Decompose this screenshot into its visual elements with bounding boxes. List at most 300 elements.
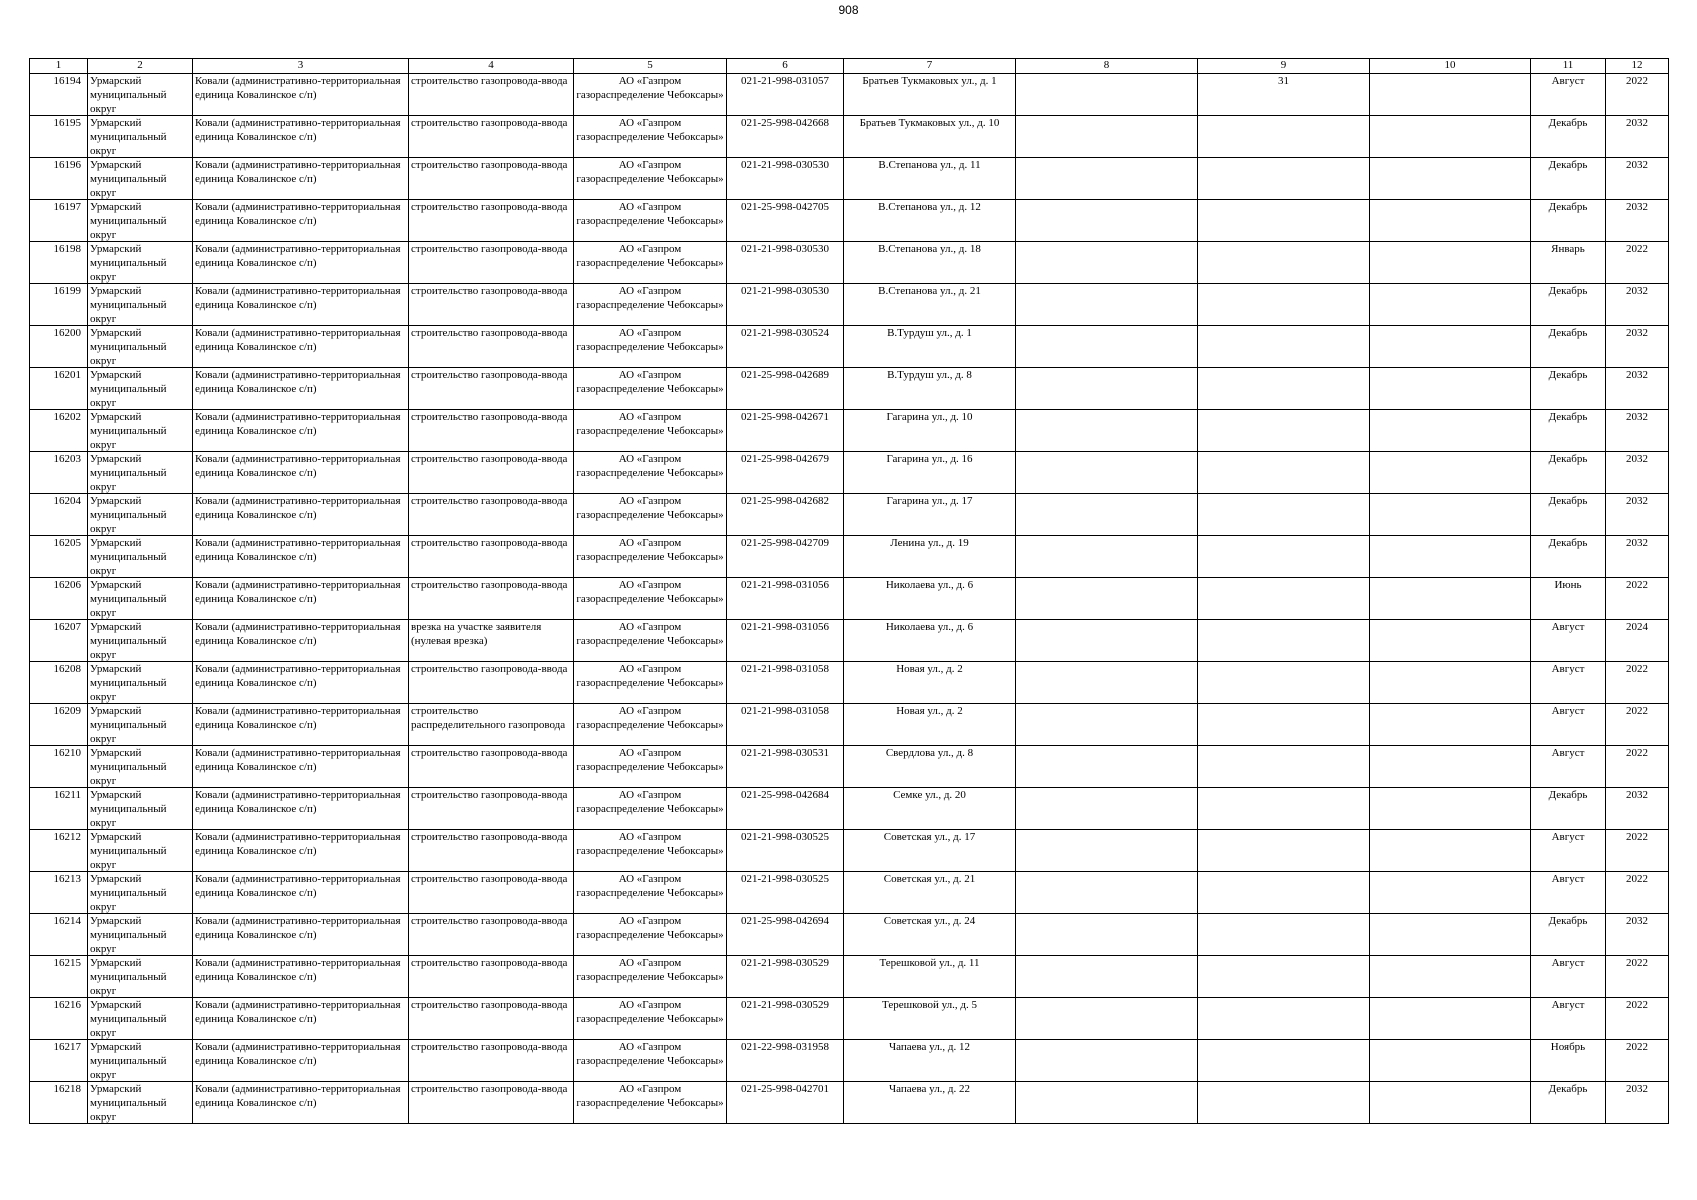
year-cell-text: 2022 (1626, 663, 1648, 675)
table-row (30, 998, 1669, 1040)
column-8-cell (1016, 830, 1198, 872)
settlement-cell (193, 1040, 409, 1082)
address-cell-text: В.Степанова ул., д. 11 (878, 159, 981, 171)
code-cell (727, 536, 844, 578)
settlement-cell-text: Ковали (административно-территориальная единица Ковалинское с/п) (195, 75, 401, 101)
row-number-text: 16210 (53, 747, 81, 759)
organization-cell (574, 74, 727, 116)
organization-cell-text: АО «Газпром газораспределение Чебоксары» (576, 705, 724, 731)
settlement-cell-text: Ковали (административно-территориальная единица Ковалинское с/п) (195, 327, 401, 353)
column-header: 11 (1531, 59, 1606, 74)
address-cell (844, 242, 1016, 284)
work-type-cell (409, 536, 574, 578)
month-cell-text: Август (1551, 663, 1585, 675)
settlement-cell (193, 494, 409, 536)
settlement-cell-text: Ковали (административно-территориальная единица Ковалинское с/п) (195, 453, 401, 479)
work-type-cell (409, 368, 574, 410)
column-header: 6 (727, 59, 844, 74)
code-cell (727, 74, 844, 116)
month-cell (1531, 242, 1606, 284)
column-9-cell (1198, 872, 1370, 914)
settlement-cell-text: Ковали (административно-территориальная единица Ковалинское с/п) (195, 117, 401, 143)
address-cell-text: В.Степанова ул., д. 12 (878, 201, 981, 213)
year-cell (1606, 956, 1669, 998)
month-cell-text: Декабрь (1548, 789, 1588, 801)
work-type-cell (409, 242, 574, 284)
column-8-cell (1016, 242, 1198, 284)
row-number-text: 16202 (53, 411, 81, 423)
row-number (30, 956, 88, 998)
month-cell-text: Декабрь (1548, 285, 1588, 297)
month-cell-text: Декабрь (1548, 159, 1588, 171)
work-type-cell (409, 116, 574, 158)
code-cell-text: 021-25-998-042694 (741, 915, 829, 927)
header-row (30, 59, 1669, 74)
address-cell-text: Гагарина ул., д. 17 (886, 495, 973, 507)
district-cell-text: Урмарский муниципальный округ (90, 705, 167, 745)
row-number-text: 16204 (53, 495, 81, 507)
month-cell-text: Декабрь (1548, 369, 1588, 381)
year-cell (1606, 872, 1669, 914)
district-cell-text: Урмарский муниципальный округ (90, 663, 167, 703)
column-8-cell (1016, 788, 1198, 830)
address-cell-text: Николаева ул., д. 6 (885, 579, 974, 591)
month-cell-text: Декабрь (1548, 915, 1588, 927)
settlement-cell-text: Ковали (административно-территориальная единица Ковалинское с/п) (195, 915, 401, 941)
settlement-cell (193, 200, 409, 242)
table-row (30, 116, 1669, 158)
column-9-cell (1198, 452, 1370, 494)
organization-cell (574, 662, 727, 704)
row-number-text: 16218 (53, 1083, 81, 1095)
code-cell-text: 021-21-998-031056 (741, 579, 829, 591)
month-cell-text: Декабрь (1548, 1083, 1588, 1095)
address-cell-text: В.Турдуш ул., д. 8 (887, 369, 972, 381)
code-cell (727, 116, 844, 158)
district-cell-text: Урмарский муниципальный округ (90, 285, 167, 325)
column-9-cell (1198, 242, 1370, 284)
row-number-text: 16212 (53, 831, 81, 843)
district-cell (88, 452, 193, 494)
year-cell (1606, 452, 1669, 494)
column-10-cell (1370, 1040, 1531, 1082)
table-row (30, 578, 1669, 620)
column-9-cell (1198, 998, 1370, 1040)
address-cell (844, 116, 1016, 158)
code-cell (727, 200, 844, 242)
organization-cell (574, 914, 727, 956)
month-cell (1531, 704, 1606, 746)
district-cell-text: Урмарский муниципальный округ (90, 957, 167, 997)
month-cell (1531, 200, 1606, 242)
address-cell-text: Чапаева ул., д. 12 (888, 1041, 971, 1053)
settlement-cell (193, 158, 409, 200)
district-cell (88, 368, 193, 410)
work-type-cell-text: строительство газопровода-ввода (411, 243, 568, 255)
month-cell (1531, 914, 1606, 956)
address-cell-text: Братьев Тукмаковых ул., д. 10 (859, 117, 1000, 129)
year-cell-text: 2032 (1626, 369, 1648, 381)
registry-table (29, 58, 1669, 1124)
work-type-cell-text: строительство газопровода-ввода (411, 999, 568, 1011)
year-cell (1606, 1082, 1669, 1124)
settlement-cell-text: Ковали (административно-территориальная единица Ковалинское с/п) (195, 957, 401, 983)
column-9-cell (1198, 746, 1370, 788)
district-cell-text: Урмарский муниципальный округ (90, 327, 167, 367)
column-8-cell (1016, 116, 1198, 158)
month-cell (1531, 662, 1606, 704)
year-cell (1606, 494, 1669, 536)
year-cell-text: 2024 (1626, 621, 1648, 633)
row-number (30, 284, 88, 326)
settlement-cell (193, 746, 409, 788)
district-cell (88, 410, 193, 452)
address-cell-text: Свердлова ул., д. 8 (885, 747, 974, 759)
code-cell-text: 021-25-998-042684 (741, 789, 829, 801)
row-number (30, 788, 88, 830)
organization-cell (574, 704, 727, 746)
work-type-cell (409, 662, 574, 704)
month-cell (1531, 494, 1606, 536)
address-cell (844, 746, 1016, 788)
code-cell-text: 021-21-998-030531 (741, 747, 829, 759)
organization-cell-text: АО «Газпром газораспределение Чебоксары» (576, 915, 724, 941)
settlement-cell (193, 410, 409, 452)
column-9-cell (1198, 830, 1370, 872)
organization-cell-text: АО «Газпром газораспределение Чебоксары» (576, 201, 724, 227)
row-number (30, 1082, 88, 1124)
row-number (30, 620, 88, 662)
column-9-cell (1198, 956, 1370, 998)
code-cell (727, 284, 844, 326)
code-cell-text: 021-25-998-042689 (741, 369, 829, 381)
year-cell (1606, 704, 1669, 746)
address-cell-text: Чапаева ул., д. 22 (888, 1083, 971, 1095)
row-number (30, 410, 88, 452)
settlement-cell (193, 116, 409, 158)
row-number (30, 536, 88, 578)
month-cell-text: Декабрь (1548, 327, 1588, 339)
table-row (30, 200, 1669, 242)
month-cell (1531, 536, 1606, 578)
settlement-cell-text: Ковали (административно-территориальная единица Ковалинское с/п) (195, 1041, 401, 1067)
column-header: 4 (409, 59, 574, 74)
column-8-cell (1016, 620, 1198, 662)
month-cell-text: Август (1551, 957, 1585, 969)
column-9-cell (1198, 1040, 1370, 1082)
address-cell (844, 704, 1016, 746)
table-row (30, 956, 1669, 998)
code-cell-text: 021-25-998-042679 (741, 453, 829, 465)
row-number-text: 16203 (53, 453, 81, 465)
address-cell (844, 872, 1016, 914)
settlement-cell (193, 74, 409, 116)
year-cell (1606, 662, 1669, 704)
work-type-cell (409, 1040, 574, 1082)
organization-cell-text: АО «Газпром газораспределение Чебоксары» (576, 537, 724, 563)
organization-cell (574, 200, 727, 242)
settlement-cell (193, 326, 409, 368)
column-10-cell (1370, 494, 1531, 536)
address-cell (844, 1082, 1016, 1124)
month-cell-text: Декабрь (1548, 201, 1588, 213)
column-10-cell (1370, 116, 1531, 158)
row-number (30, 326, 88, 368)
organization-cell (574, 998, 727, 1040)
work-type-cell (409, 74, 574, 116)
column-9-cell (1198, 704, 1370, 746)
district-cell-text: Урмарский муниципальный округ (90, 873, 167, 913)
address-cell-text: Гагарина ул., д. 10 (886, 411, 973, 423)
address-cell (844, 368, 1016, 410)
work-type-cell-text: строительство газопровода-ввода (411, 831, 568, 843)
year-cell (1606, 914, 1669, 956)
organization-cell-text: АО «Газпром газораспределение Чебоксары» (576, 747, 724, 773)
year-cell-text: 2022 (1626, 705, 1648, 717)
column-8-cell (1016, 578, 1198, 620)
column-8-cell (1016, 158, 1198, 200)
month-cell (1531, 578, 1606, 620)
settlement-cell-text: Ковали (административно-территориальная единица Ковалинское с/п) (195, 663, 401, 689)
organization-cell-text: АО «Газпром газораспределение Чебоксары» (576, 495, 724, 521)
address-cell (844, 1040, 1016, 1082)
work-type-cell (409, 788, 574, 830)
column-8-cell (1016, 368, 1198, 410)
district-cell-text: Урмарский муниципальный округ (90, 915, 167, 955)
year-cell (1606, 830, 1669, 872)
address-cell (844, 662, 1016, 704)
table-row (30, 368, 1669, 410)
code-cell-text: 021-25-998-042701 (741, 1083, 829, 1095)
row-number-text: 16198 (53, 243, 81, 255)
address-cell (844, 998, 1016, 1040)
code-cell-text: 021-21-998-031056 (741, 621, 829, 633)
month-cell (1531, 872, 1606, 914)
table-body (30, 74, 1669, 1124)
work-type-cell (409, 914, 574, 956)
column-9-cell (1198, 1082, 1370, 1124)
table-row (30, 74, 1669, 116)
month-cell-text: Август (1551, 831, 1585, 843)
column-10-cell (1370, 830, 1531, 872)
column-header: 7 (844, 59, 1016, 74)
column-10-cell (1370, 746, 1531, 788)
settlement-cell (193, 1082, 409, 1124)
month-cell (1531, 326, 1606, 368)
page-number: 908 (838, 3, 859, 17)
column-header: 12 (1606, 59, 1669, 74)
row-number (30, 200, 88, 242)
column-8-cell (1016, 200, 1198, 242)
address-cell (844, 830, 1016, 872)
year-cell-text: 2032 (1626, 537, 1648, 549)
column-10-cell (1370, 452, 1531, 494)
column-9-cell (1198, 158, 1370, 200)
address-cell (844, 74, 1016, 116)
column-8-cell (1016, 998, 1198, 1040)
column-9-cell (1198, 326, 1370, 368)
work-type-cell-text: строительство газопровода-ввода (411, 117, 568, 129)
column-10-cell (1370, 410, 1531, 452)
column-10-cell (1370, 662, 1531, 704)
table-row (30, 872, 1669, 914)
year-cell-text: 2022 (1626, 747, 1648, 759)
district-cell (88, 956, 193, 998)
code-cell (727, 872, 844, 914)
settlement-cell (193, 998, 409, 1040)
organization-cell (574, 452, 727, 494)
work-type-cell-text: строительство газопровода-ввода (411, 495, 568, 507)
column-10-cell (1370, 914, 1531, 956)
organization-cell-text: АО «Газпром газораспределение Чебоксары» (576, 327, 724, 353)
address-cell-text: Советская ул., д. 24 (883, 915, 976, 927)
column-8-cell (1016, 326, 1198, 368)
year-cell-text: 2022 (1626, 1041, 1648, 1053)
year-cell-text: 2032 (1626, 495, 1648, 507)
code-cell (727, 662, 844, 704)
address-cell-text: Советская ул., д. 17 (883, 831, 976, 843)
year-cell (1606, 158, 1669, 200)
column-9-cell (1198, 620, 1370, 662)
address-cell-text: Гагарина ул., д. 16 (886, 453, 973, 465)
address-cell (844, 788, 1016, 830)
organization-cell-text: АО «Газпром газораспределение Чебоксары» (576, 873, 724, 899)
row-number-text: 16194 (53, 75, 81, 87)
work-type-cell-text: строительство газопровода-ввода (411, 201, 568, 213)
work-type-cell-text: строительство газопровода-ввода (411, 663, 568, 675)
year-cell-text: 2032 (1626, 453, 1648, 465)
month-cell (1531, 368, 1606, 410)
address-cell-text: Новая ул., д. 2 (896, 663, 963, 675)
code-cell-text: 021-21-998-030529 (741, 957, 829, 969)
address-cell (844, 326, 1016, 368)
district-cell-text: Урмарский муниципальный округ (90, 117, 167, 157)
organization-cell-text: АО «Газпром газораспределение Чебоксары» (576, 117, 724, 143)
year-cell-text: 2022 (1626, 75, 1648, 87)
work-type-cell (409, 704, 574, 746)
year-cell (1606, 578, 1669, 620)
year-cell-text: 2032 (1626, 915, 1648, 927)
year-cell-text: 2022 (1626, 999, 1648, 1011)
table-row (30, 830, 1669, 872)
column-8-cell (1016, 914, 1198, 956)
month-cell-text: Январь (1551, 243, 1585, 255)
settlement-cell-text: Ковали (административно-территориальная единица Ковалинское с/п) (195, 1083, 401, 1109)
district-cell-text: Урмарский муниципальный округ (90, 243, 167, 283)
row-number-text: 16216 (53, 999, 81, 1011)
organization-cell-text: АО «Газпром газораспределение Чебоксары» (576, 243, 724, 269)
year-cell (1606, 1040, 1669, 1082)
column-9-cell (1198, 914, 1370, 956)
district-cell (88, 998, 193, 1040)
settlement-cell (193, 830, 409, 872)
settlement-cell-text: Ковали (административно-территориальная единица Ковалинское с/п) (195, 873, 401, 899)
code-cell (727, 998, 844, 1040)
column-9-cell (1198, 410, 1370, 452)
address-cell (844, 578, 1016, 620)
row-number-text: 16217 (53, 1041, 81, 1053)
work-type-cell-text: строительство газопровода-ввода (411, 789, 568, 801)
district-cell-text: Урмарский муниципальный округ (90, 75, 167, 115)
settlement-cell-text: Ковали (административно-территориальная единица Ковалинское с/п) (195, 495, 401, 521)
year-cell (1606, 998, 1669, 1040)
column-8-cell (1016, 410, 1198, 452)
column-10-cell (1370, 368, 1531, 410)
row-number-text: 16201 (53, 369, 81, 381)
organization-cell-text: АО «Газпром газораспределение Чебоксары» (576, 957, 724, 983)
organization-cell (574, 830, 727, 872)
year-cell-text: 2032 (1626, 117, 1648, 129)
row-number (30, 662, 88, 704)
work-type-cell-text: строительство газопровода-ввода (411, 411, 568, 423)
row-number (30, 830, 88, 872)
month-cell (1531, 746, 1606, 788)
code-cell (727, 830, 844, 872)
settlement-cell-text: Ковали (административно-территориальная единица Ковалинское с/п) (195, 621, 401, 647)
column-8-cell (1016, 746, 1198, 788)
column-8-cell (1016, 1040, 1198, 1082)
code-cell (727, 788, 844, 830)
address-cell-text: Братьев Тукмаковых ул., д. 1 (862, 75, 997, 87)
column-10-cell (1370, 1082, 1531, 1124)
month-cell (1531, 452, 1606, 494)
column-8-cell (1016, 1082, 1198, 1124)
code-cell-text: 021-25-998-042709 (741, 537, 829, 549)
address-cell-text: Семке ул., д. 20 (893, 789, 966, 801)
month-cell (1531, 74, 1606, 116)
year-cell-text: 2032 (1626, 327, 1648, 339)
year-cell (1606, 116, 1669, 158)
organization-cell-text: АО «Газпром газораспределение Чебоксары» (576, 1083, 724, 1109)
row-number-text: 16215 (53, 957, 81, 969)
row-number-text: 16195 (53, 117, 81, 129)
address-cell (844, 914, 1016, 956)
column-8-cell (1016, 494, 1198, 536)
settlement-cell-text: Ковали (административно-территориальная единица Ковалинское с/п) (195, 579, 401, 605)
column-10-cell (1370, 578, 1531, 620)
settlement-cell (193, 872, 409, 914)
year-cell (1606, 746, 1669, 788)
code-cell-text: 021-21-998-030525 (741, 831, 829, 843)
settlement-cell-text: Ковали (административно-территориальная единица Ковалинское с/п) (195, 201, 401, 227)
column-10-cell (1370, 326, 1531, 368)
month-cell (1531, 158, 1606, 200)
month-cell-text: Декабрь (1548, 453, 1588, 465)
month-cell-text: Август (1551, 747, 1585, 759)
address-cell (844, 620, 1016, 662)
district-cell (88, 494, 193, 536)
district-cell (88, 1040, 193, 1082)
address-cell-text: Советская ул., д. 21 (883, 873, 976, 885)
organization-cell (574, 956, 727, 998)
column-header: 2 (88, 59, 193, 74)
district-cell (88, 1082, 193, 1124)
settlement-cell-text: Ковали (административно-территориальная единица Ковалинское с/п) (195, 243, 401, 269)
district-cell-text: Урмарский муниципальный округ (90, 747, 167, 787)
column-8-cell (1016, 74, 1198, 116)
column-header: 8 (1016, 59, 1198, 74)
district-cell (88, 158, 193, 200)
month-cell (1531, 1040, 1606, 1082)
year-cell (1606, 620, 1669, 662)
work-type-cell-text: строительство газопровода-ввода (411, 957, 568, 969)
organization-cell-text: АО «Газпром газораспределение Чебоксары» (576, 75, 724, 101)
work-type-cell-text: строительство газопровода-ввода (411, 75, 568, 87)
organization-cell-text: АО «Газпром газораспределение Чебоксары» (576, 285, 724, 311)
district-cell-text: Урмарский муниципальный округ (90, 369, 167, 409)
work-type-cell-text: строительство газопровода-ввода (411, 579, 568, 591)
district-cell-text: Урмарский муниципальный округ (90, 1083, 167, 1123)
